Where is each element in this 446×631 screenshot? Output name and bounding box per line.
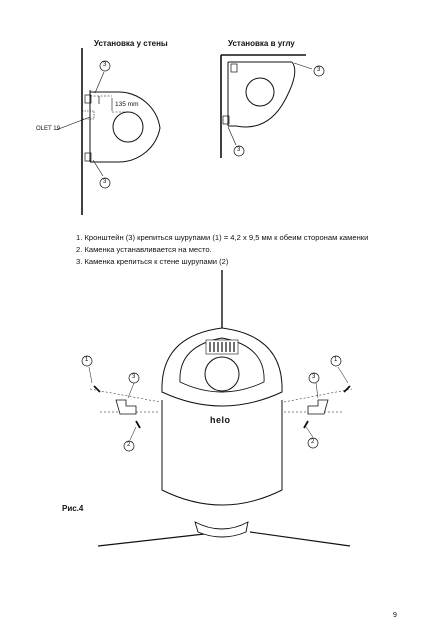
right-bracket-detail — [284, 356, 352, 448]
callout-3-wall-bottom: 3 — [103, 179, 107, 185]
callout-2-right: 2 — [311, 439, 315, 445]
dimension-label: 135 mm — [115, 101, 139, 108]
callout-3-left: 3 — [132, 374, 136, 380]
callout-3-wall-top: 3 — [103, 62, 107, 68]
instruction-list — [76, 232, 368, 269]
page-number: 9 — [393, 612, 397, 619]
instruction-item: 1. Кронштейн (3) крепиться шурупами (1) = 4,2 x 9,5 мм к обеим сторонам каменки — [76, 233, 369, 242]
instruction-item: 3. Каменка крепиться к стене шурупами (2) — [76, 257, 229, 267]
callout-2-left: 2 — [127, 442, 131, 448]
callout-1-left: 1 — [85, 357, 89, 363]
installation-diagrams — [0, 0, 446, 230]
callout-1-right: 1 — [334, 357, 338, 363]
wall-installation-title: Установка у стены — [94, 39, 168, 48]
wall-installation-diagram — [56, 48, 160, 215]
callout-3-corner-top: 3 — [317, 67, 321, 73]
corner-installation-diagram — [221, 55, 324, 158]
helo-logo: helo — [210, 415, 231, 425]
figure-caption: Рис.4 — [62, 504, 84, 513]
left-bracket-detail — [82, 356, 160, 451]
heater-body — [162, 328, 282, 537]
olet-label: OLET 19 — [36, 126, 60, 132]
corner-installation-title: Установка в углу — [228, 39, 295, 48]
instruction-item: 2. Каменка устанавливается на место. — [76, 245, 212, 255]
callout-3-right: 3 — [312, 374, 316, 380]
callout-3-corner-bottom: 3 — [237, 147, 241, 153]
